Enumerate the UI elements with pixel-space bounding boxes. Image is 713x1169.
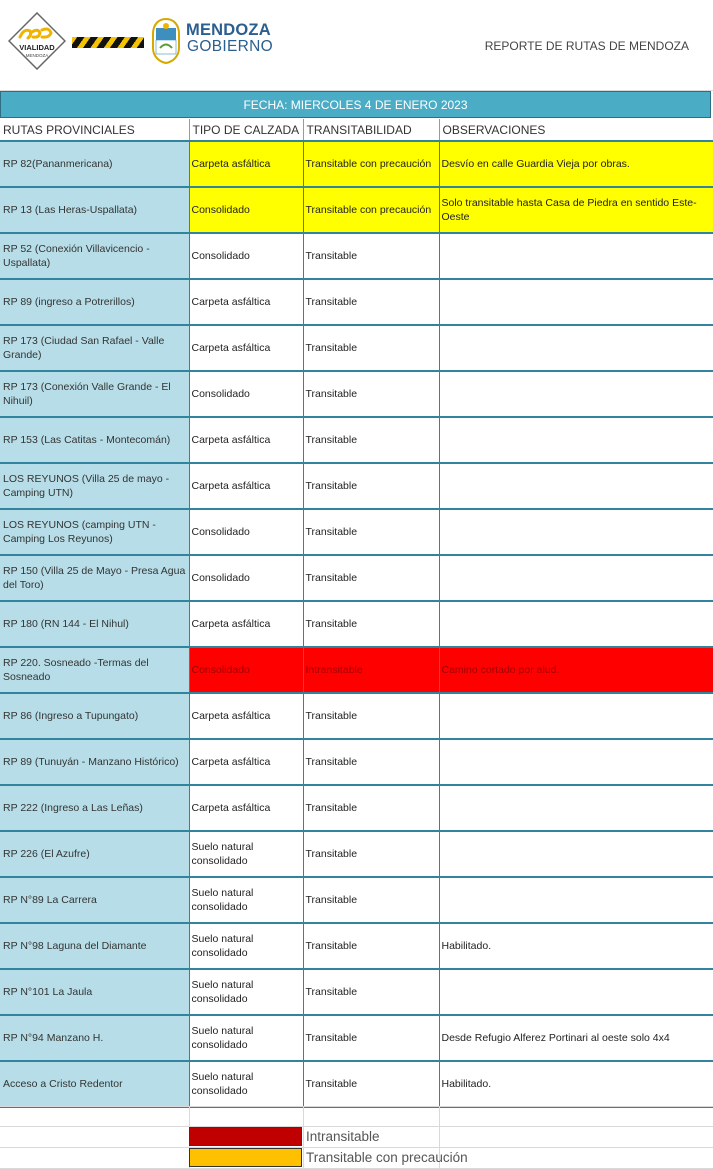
route-cell: RP 52 (Conexión Villavicencio - Uspallata) <box>0 233 189 279</box>
table-row <box>0 233 713 279</box>
status-cell: Transitable <box>303 1061 439 1107</box>
table-row <box>0 785 713 831</box>
legend-swatch-precaucion <box>189 1148 302 1167</box>
surface-cell: Consolidado <box>189 509 303 555</box>
logo-subtext: MENDOZA <box>25 53 49 58</box>
table-header-row <box>0 119 713 141</box>
table-row <box>0 463 713 509</box>
table-row <box>0 325 713 371</box>
vialidad-logo <box>8 12 66 70</box>
status-cell: Intransitable <box>303 647 439 693</box>
logo-text: VIALIDAD <box>19 43 55 52</box>
surface-cell: Consolidado <box>189 371 303 417</box>
route-cell: RP 89 (ingreso a Potrerillos) <box>0 279 189 325</box>
route-cell: RP 222 (Ingreso a Las Leñas) <box>0 785 189 831</box>
status-cell: Transitable <box>303 969 439 1015</box>
route-cell: LOS REYUNOS (Villa 25 de mayo - Camping UTN) <box>0 463 189 509</box>
legend-gridline <box>0 1126 713 1127</box>
status-cell: Transitable <box>303 371 439 417</box>
observation-cell <box>439 739 713 785</box>
report-title: REPORTE DE RUTAS DE MENDOZA <box>484 39 689 53</box>
surface-cell: Consolidado <box>189 233 303 279</box>
route-cell: RP 220. Sosneado -Termas del Sosneado <box>0 647 189 693</box>
surface-cell: Suelo natural consolidado <box>189 877 303 923</box>
table-row <box>0 969 713 1015</box>
legend <box>0 1106 713 1169</box>
route-cell: RP 226 (El Azufre) <box>0 831 189 877</box>
column-header-rutas: RUTAS PROVINCIALES <box>0 119 189 141</box>
observation-cell <box>439 877 713 923</box>
observation-cell <box>439 969 713 1015</box>
observation-cell <box>439 233 713 279</box>
surface-cell: Suelo natural consolidado <box>189 923 303 969</box>
route-cell: RP 150 (Villa 25 de Mayo - Presa Agua del Toro) <box>0 555 189 601</box>
observation-cell: Habilitado. <box>439 923 713 969</box>
status-cell: Transitable <box>303 463 439 509</box>
status-cell: Transitable <box>303 693 439 739</box>
observation-cell <box>439 555 713 601</box>
legend-label-precaucion: Transitable con precaución <box>306 1150 468 1165</box>
route-cell: Acceso a Cristo Redentor <box>0 1061 189 1107</box>
mendoza-shield-icon <box>151 18 181 64</box>
table-row <box>0 1015 713 1061</box>
table-row <box>0 187 713 233</box>
legend-gridline <box>0 1106 713 1107</box>
observation-cell <box>439 601 713 647</box>
status-cell: Transitable <box>303 923 439 969</box>
route-cell: RP 82(Pananmericana) <box>0 141 189 187</box>
observation-cell <box>439 371 713 417</box>
observation-cell: Camino cortado por alud. <box>439 647 713 693</box>
route-cell: RP 153 (Las Catitas - Montecomán) <box>0 417 189 463</box>
observation-cell <box>439 325 713 371</box>
table-row <box>0 555 713 601</box>
status-cell: Transitable <box>303 509 439 555</box>
table-row <box>0 693 713 739</box>
route-cell: RP 173 (Conexión Valle Grande - El Nihuil) <box>0 371 189 417</box>
status-cell: Transitable <box>303 1015 439 1061</box>
route-cell: RP N°101 La Jaula <box>0 969 189 1015</box>
surface-cell: Consolidado <box>189 555 303 601</box>
surface-cell: Carpeta asfáltica <box>189 739 303 785</box>
status-cell: Transitable <box>303 877 439 923</box>
observation-cell <box>439 785 713 831</box>
surface-cell: Carpeta asfáltica <box>189 141 303 187</box>
surface-cell: Consolidado <box>189 187 303 233</box>
status-cell: Transitable con precaución <box>303 141 439 187</box>
observation-cell <box>439 509 713 555</box>
gov-subtitle: GOBIERNO <box>187 38 273 55</box>
route-cell: RP N°98 Laguna del Diamante <box>0 923 189 969</box>
route-cell: RP 173 (Ciudad San Rafael - Valle Grande) <box>0 325 189 371</box>
table-row <box>0 1061 713 1107</box>
status-cell: Transitable <box>303 233 439 279</box>
gov-title: MENDOZA <box>186 21 271 39</box>
table-row <box>0 831 713 877</box>
observation-cell <box>439 831 713 877</box>
status-cell: Transitable <box>303 785 439 831</box>
report-header <box>0 0 713 91</box>
table-row <box>0 141 713 187</box>
status-cell: Transitable <box>303 555 439 601</box>
table-row <box>0 923 713 969</box>
table-row <box>0 739 713 785</box>
route-cell: RP 89 (Tunuyán - Manzano Histórico) <box>0 739 189 785</box>
table-row <box>0 279 713 325</box>
observation-cell: Desde Refugio Alferez Portinari al oeste solo 4x4 <box>439 1015 713 1061</box>
surface-cell: Suelo natural consolidado <box>189 1061 303 1107</box>
route-cell: RP 13 (Las Heras-Uspallata) <box>0 187 189 233</box>
column-header-transitabilidad: TRANSITABILIDAD <box>303 119 439 141</box>
table-row <box>0 417 713 463</box>
route-rows <box>0 141 713 1107</box>
observation-cell <box>439 279 713 325</box>
surface-cell: Carpeta asfáltica <box>189 785 303 831</box>
status-cell: Transitable <box>303 739 439 785</box>
status-cell: Transitable con precaución <box>303 187 439 233</box>
legend-gridline <box>0 1147 713 1148</box>
status-cell: Transitable <box>303 601 439 647</box>
surface-cell: Consolidado <box>189 647 303 693</box>
surface-cell: Suelo natural consolidado <box>189 1015 303 1061</box>
route-cell: RP N°89 La Carrera <box>0 877 189 923</box>
surface-cell: Carpeta asfáltica <box>189 463 303 509</box>
table-row <box>0 371 713 417</box>
status-cell: Transitable <box>303 325 439 371</box>
status-cell: Transitable <box>303 279 439 325</box>
surface-cell: Carpeta asfáltica <box>189 601 303 647</box>
legend-label-intransitable: Intransitable <box>306 1129 380 1144</box>
column-header-observaciones: OBSERVACIONES <box>439 119 713 141</box>
table-row <box>0 601 713 647</box>
route-cell: RP 180 (RN 144 - El Nihul) <box>0 601 189 647</box>
legend-vline <box>303 1106 304 1169</box>
surface-cell: Carpeta asfáltica <box>189 417 303 463</box>
route-cell: RP 86 (Ingreso a Tupungato) <box>0 693 189 739</box>
routes-table <box>0 119 713 1108</box>
surface-cell: Suelo natural consolidado <box>189 831 303 877</box>
surface-cell: Carpeta asfáltica <box>189 693 303 739</box>
table-row <box>0 647 713 693</box>
route-cell: RP N°94 Manzano H. <box>0 1015 189 1061</box>
table-row <box>0 509 713 555</box>
column-header-calzada: TIPO DE CALZADA <box>189 119 303 141</box>
status-cell: Transitable <box>303 831 439 877</box>
surface-cell: Carpeta asfáltica <box>189 279 303 325</box>
observation-cell: Habilitado. <box>439 1061 713 1107</box>
route-cell: LOS REYUNOS (camping UTN - Camping Los Reyunos) <box>0 509 189 555</box>
observation-cell <box>439 417 713 463</box>
surface-cell: Carpeta asfáltica <box>189 325 303 371</box>
observation-cell <box>439 463 713 509</box>
date-bar: FECHA: MIERCOLES 4 DE ENERO 2023 <box>0 91 711 118</box>
surface-cell: Suelo natural consolidado <box>189 969 303 1015</box>
observation-cell: Solo transitable hasta Casa de Piedra en sentido Este-Oeste <box>439 187 713 233</box>
observation-cell: Desvío en calle Guardia Vieja por obras. <box>439 141 713 187</box>
table-row <box>0 877 713 923</box>
legend-swatch-intransitable <box>189 1127 302 1146</box>
hazard-stripes <box>72 37 144 48</box>
observation-cell <box>439 693 713 739</box>
status-cell: Transitable <box>303 417 439 463</box>
